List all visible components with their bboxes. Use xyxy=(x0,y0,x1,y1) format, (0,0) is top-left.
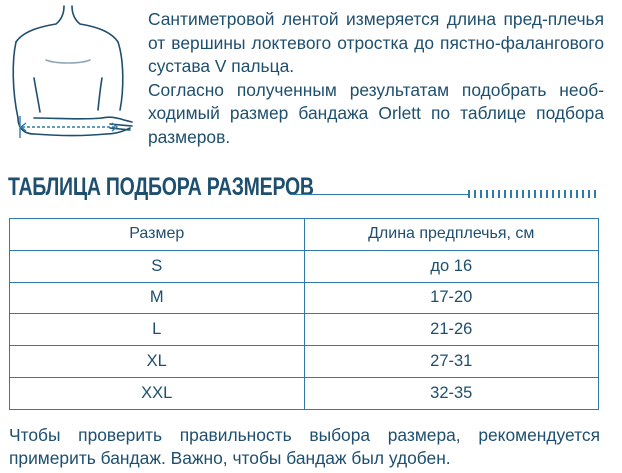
length-cell: 32-35 xyxy=(304,377,599,409)
length-cell: 17-20 xyxy=(304,282,599,314)
table-header-row xyxy=(10,219,599,251)
instructions-paragraph-2: Согласно полученным результатам подобрать необ-ходимый размер бандажа Orlett по таблице подбора размеров. xyxy=(148,79,604,147)
heading-divider-dots xyxy=(468,190,600,198)
instructions-paragraph-1: Сантиметровой лентой измеряется длина пред-плечья от вершины локтевого отростка до пястно-фалангового сустава V пальца. xyxy=(148,9,604,76)
length-cell: до 16 xyxy=(304,250,599,282)
size-cell: XXL xyxy=(10,377,305,409)
instructions-text xyxy=(148,8,604,149)
table-row xyxy=(10,314,599,346)
forearm-measurement-icon xyxy=(6,0,136,150)
table-row xyxy=(10,377,599,409)
size-cell: XL xyxy=(10,346,305,378)
size-cell: L xyxy=(10,314,305,346)
size-table xyxy=(9,218,599,410)
size-cell: M xyxy=(10,282,305,314)
header-size: Размер xyxy=(10,219,305,251)
table-row xyxy=(10,250,599,282)
size-cell: S xyxy=(10,250,305,282)
section-heading-row xyxy=(8,172,600,206)
section-heading: ТАБЛИЦА ПОДБОРА РАЗМЕРОВ xyxy=(8,173,314,201)
length-cell: 27-31 xyxy=(304,346,599,378)
length-cell: 21-26 xyxy=(304,314,599,346)
header-forearm-length: Длина предплечья, см xyxy=(304,219,599,251)
footer-note: Чтобы проверить правильность выбора размера, рекомендуется примерить бандаж. Важно, чтобы бандаж был удобен. xyxy=(9,425,600,468)
heading-divider-line xyxy=(290,194,468,195)
table-row xyxy=(10,282,599,314)
table-row xyxy=(10,346,599,378)
